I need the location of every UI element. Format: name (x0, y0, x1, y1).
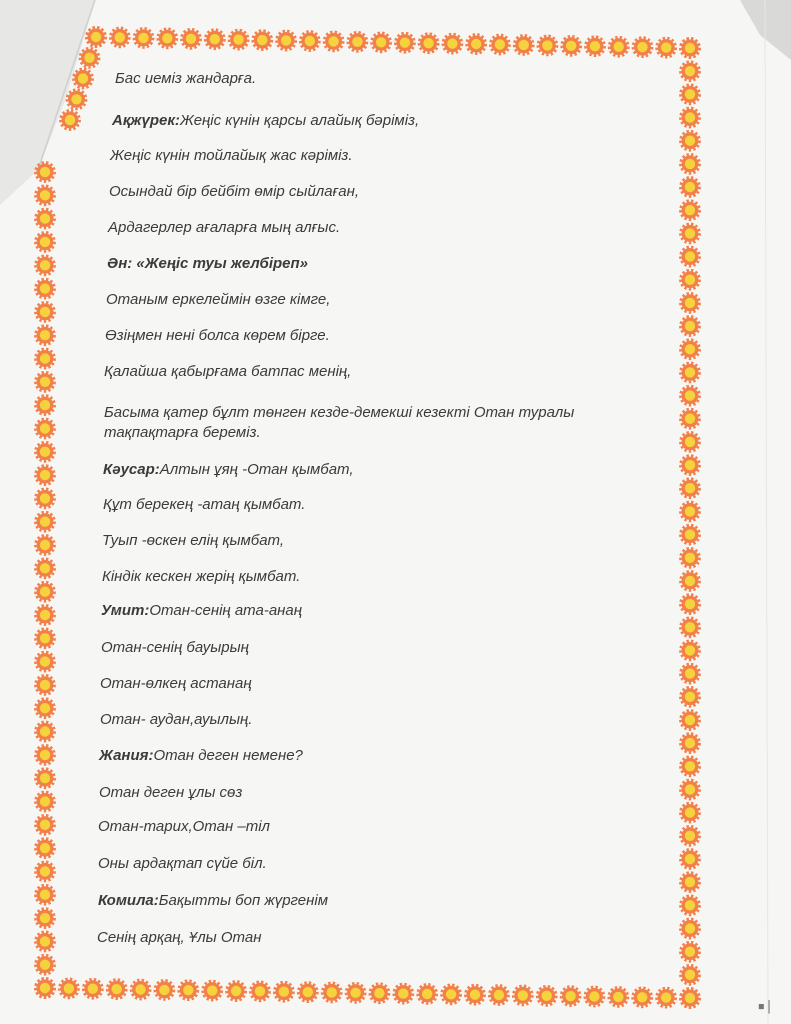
line-text: Туып -өскен елің қымбат, (102, 532, 285, 549)
line-text: Отан-тарих,Отан –тіл (98, 818, 270, 835)
line-text: Осындай бір бейбіт өмір сыйлаған, (109, 183, 360, 200)
line-text: Сенің арқаң, Ұлы Отан (97, 929, 262, 946)
speaker-name: Кәусар: (103, 461, 160, 478)
line-22 (98, 854, 267, 874)
page-marker: ▪| (757, 999, 773, 1014)
line-text: Қалайша қабырғама батпас менің, (104, 363, 352, 380)
line-text: Отан-сенің ата-анаң (149, 602, 303, 619)
line-text: Алтын ұяң -Отан қымбат, (159, 461, 354, 478)
line-text: Оны ардақтап сүйе біл. (98, 855, 267, 872)
line-23 (98, 891, 328, 911)
line-14 (102, 567, 300, 587)
line-4 (109, 182, 359, 202)
line-9 (104, 362, 351, 382)
line-text: Отан деген немене? (153, 747, 303, 764)
line-11 (103, 460, 354, 480)
speaker-name: Умит: (101, 602, 150, 619)
line-text: Отаным еркелеймін өзге кімге, (106, 291, 331, 308)
line-5 (108, 218, 340, 238)
line-2 (112, 111, 419, 131)
line-text: Отан-өлкең астанаң (100, 675, 252, 692)
line-24 (97, 928, 261, 948)
line-7 (106, 290, 330, 310)
line-text: Отан-сенің бауырың (101, 639, 249, 656)
line-19 (99, 746, 303, 766)
line-text: Отан- аудан,ауылың. (100, 711, 253, 728)
line-text: Өзіңмен нені болса көрем бірге. (105, 327, 330, 344)
line-12 (103, 495, 305, 515)
line-text: Басыма қатер бұлт төнген кезде-демекші кезекті Отан туралы тақпақтарға береміз. (104, 404, 575, 441)
line-text: Ән: «Жеңіс туы желбіреп» (107, 255, 309, 272)
speaker-name: Жания: (99, 747, 154, 764)
line-16 (101, 638, 249, 658)
line-20 (99, 783, 242, 803)
line-10 (104, 403, 624, 443)
line-3 (110, 146, 353, 166)
line-21 (98, 817, 270, 837)
speaker-name: Ақжүрек: (112, 112, 180, 129)
line-text: Ардагерлер ағаларға мың алғыс. (108, 219, 341, 236)
line-text: Жеңіс күнін тойлайық жас кәріміз. (110, 147, 353, 164)
line-text: Кіндік кескен жерің қымбат. (102, 568, 301, 585)
line-text: Құт берекең -атаң қымбат. (103, 496, 306, 513)
line-15 (101, 601, 302, 621)
line-8 (105, 326, 330, 346)
line-17 (100, 674, 252, 694)
line-1 (115, 69, 256, 89)
speaker-name: Комила: (98, 892, 159, 909)
song-title (107, 254, 308, 274)
line-text: Отан деген ұлы сөз (99, 784, 243, 801)
line-18 (100, 710, 252, 730)
line-text: Бақытты боп жүргенім (158, 892, 328, 909)
line-text: Жеңіс күнін қарсы алайық бәріміз, (179, 112, 420, 129)
line-13 (102, 531, 284, 551)
line-text: Бас иеміз жандарға. (115, 70, 257, 87)
